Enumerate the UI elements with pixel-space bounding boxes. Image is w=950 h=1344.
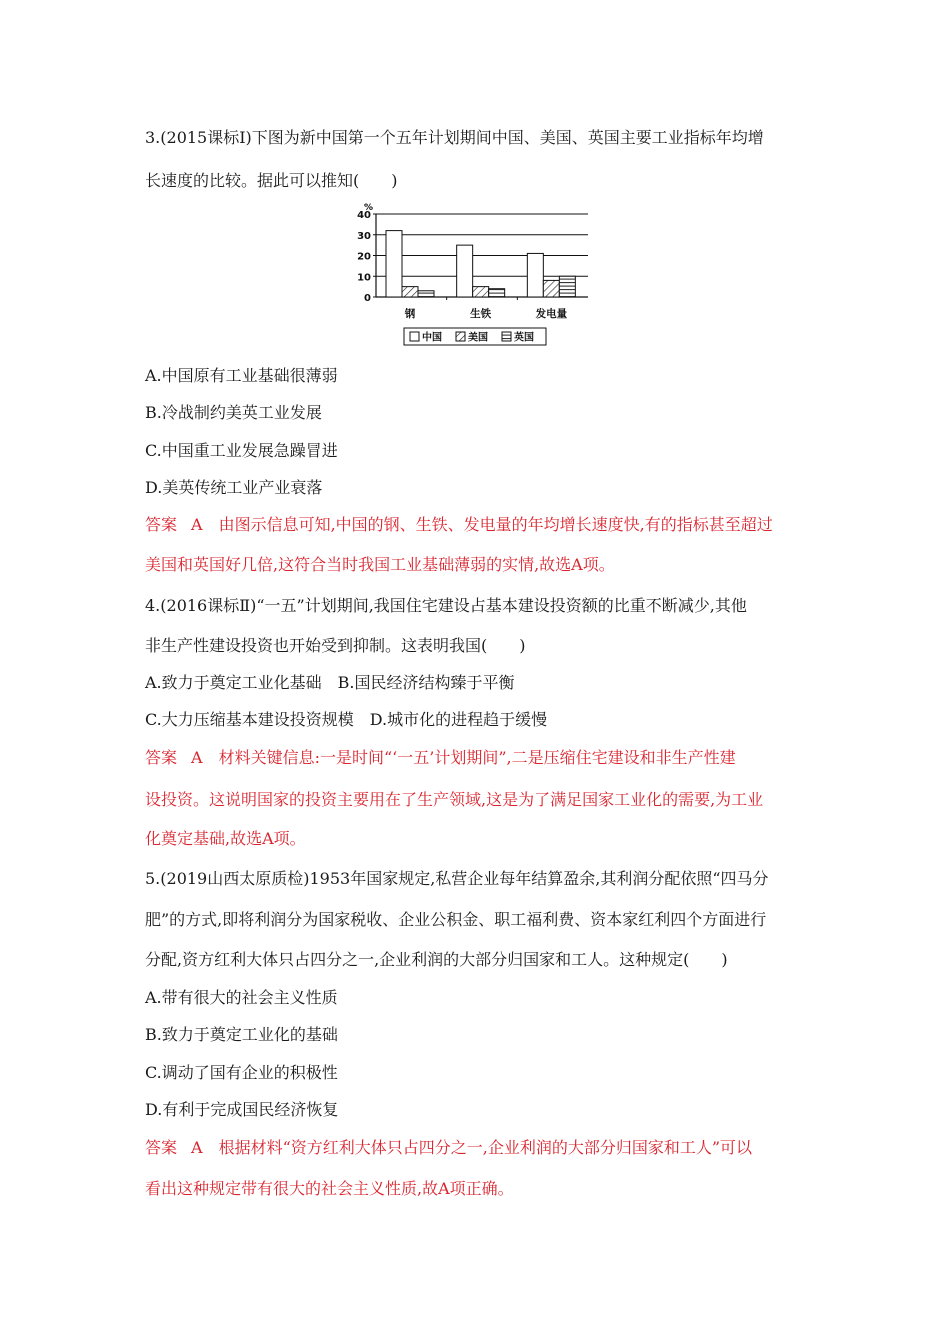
q3-answer-line-1 (145, 515, 773, 535)
q3-option-a: A.中国原有工业基础很薄弱 (145, 366, 338, 385)
bar (386, 231, 402, 297)
y-tick-label: 30 (357, 230, 371, 242)
answer-label: 答案 (145, 1138, 178, 1157)
chart-legend (404, 328, 546, 345)
y-tick-label: 20 (357, 251, 371, 263)
bars (386, 231, 575, 297)
bar (457, 245, 473, 297)
legend-swatch (456, 332, 465, 341)
q5-option-d: D.有利于完成国民经济恢复 (145, 1100, 339, 1119)
answer-letter: A (191, 515, 203, 534)
bar (559, 276, 575, 297)
q3-stem-line-1: 3.(2015课标Ⅰ)下图为新中国第一个五年计划期间中国、美国、英国主要工业指标年均增 (145, 128, 764, 147)
category-label: 生铁 (470, 308, 492, 320)
bar-chart (340, 198, 600, 348)
q5-option-c: C.调动了国有企业的积极性 (145, 1063, 338, 1082)
y-tick-labels (357, 203, 373, 304)
answer-letter: A (191, 1138, 203, 1157)
answer-text: 由图示信息可知,中国的钢、生铁、发电量的年均增长速度快,有的指标甚至超过 (218, 515, 773, 534)
bar (527, 253, 543, 297)
q5-answer-line-1 (145, 1138, 752, 1158)
y-tick-label: 40 (357, 210, 371, 221)
category-label: 钢 (404, 308, 416, 320)
bar (473, 287, 489, 297)
y-tick-label: 10 (357, 272, 371, 284)
legend-swatch (502, 332, 511, 341)
q3-option-c: C.中国重工业发展急躁冒进 (145, 441, 338, 460)
q5-answer-line-2: 看出这种规定带有很大的社会主义性质,故A项正确。 (145, 1179, 514, 1198)
y-axis-unit: % (363, 203, 373, 213)
q5-option-b: B.致力于奠定工业化的基础 (145, 1025, 338, 1044)
q5-stem-line-2: 肥”的方式,即将利润分为国家税收、企业公积金、职工福利费、资本家红利四个方面进行 (145, 910, 767, 929)
q3-stem-line-2: 长速度的比较。据此可以推知( ) (145, 171, 398, 190)
legend-swatch (410, 332, 419, 341)
legend-label: 英国 (514, 332, 534, 344)
q4-answer-line-3: 化奠定基础,故选A项。 (145, 829, 306, 848)
answer-label: 答案 (145, 748, 178, 767)
q5-stem-line-1: 5.(2019山西太原质检)1953年国家规定,私营企业每年结算盈余,其利润分配依照“四马分 (145, 869, 769, 888)
q4-options-ab: A.致力于奠定工业化基础 B.国民经济结构臻于平衡 (145, 673, 515, 692)
answer-letter: A (191, 748, 203, 767)
legend-label: 美国 (468, 332, 488, 344)
answer-text: 材料关键信息:一是时间“‘一五’计划期间”,二是压缩住宅建设和非生产性建 (218, 748, 736, 767)
q5-stem-line-3: 分配,资方红利大体只占四分之一,企业利润的大部分归国家和工人。这种规定( ) (145, 950, 728, 969)
q4-answer-line-2: 设投资。这说明国家的投资主要用在了生产领域,这是为了满足国家工业化的需要,为工业 (145, 790, 764, 809)
bar (489, 289, 505, 297)
q3-answer-line-2: 美国和英国好几倍,这符合当时我国工业基础薄弱的实情,故选A项。 (145, 555, 615, 574)
q4-stem-line-2: 非生产性建设投资也开始受到抑制。这表明我国( ) (145, 636, 526, 655)
category-labels (404, 307, 568, 320)
answer-label: 答案 (145, 515, 178, 534)
y-tick-label: 0 (364, 293, 371, 304)
q5-option-a: A.带有很大的社会主义性质 (145, 988, 338, 1007)
answer-text: 根据材料“资方红利大体只占四分之一,企业利润的大部分归国家和工人”可以 (218, 1138, 753, 1157)
q3-option-b: B.冷战制约美英工业发展 (145, 403, 322, 422)
bar (418, 291, 434, 297)
bar (543, 280, 559, 297)
category-label: 发电量 (535, 308, 568, 320)
q4-stem-line-1: 4.(2016课标Ⅱ)“一五”计划期间,我国住宅建设占基本建设投资额的比重不断减少,其他 (145, 596, 747, 615)
legend-label: 中国 (422, 332, 442, 344)
bar (402, 287, 418, 297)
q4-answer-line-1 (145, 748, 736, 768)
q4-options-cd: C.大力压缩基本建设投资规模 D.城市化的进程趋于缓慢 (145, 710, 548, 729)
q3-option-d: D.美英传统工业产业衰落 (145, 478, 323, 497)
